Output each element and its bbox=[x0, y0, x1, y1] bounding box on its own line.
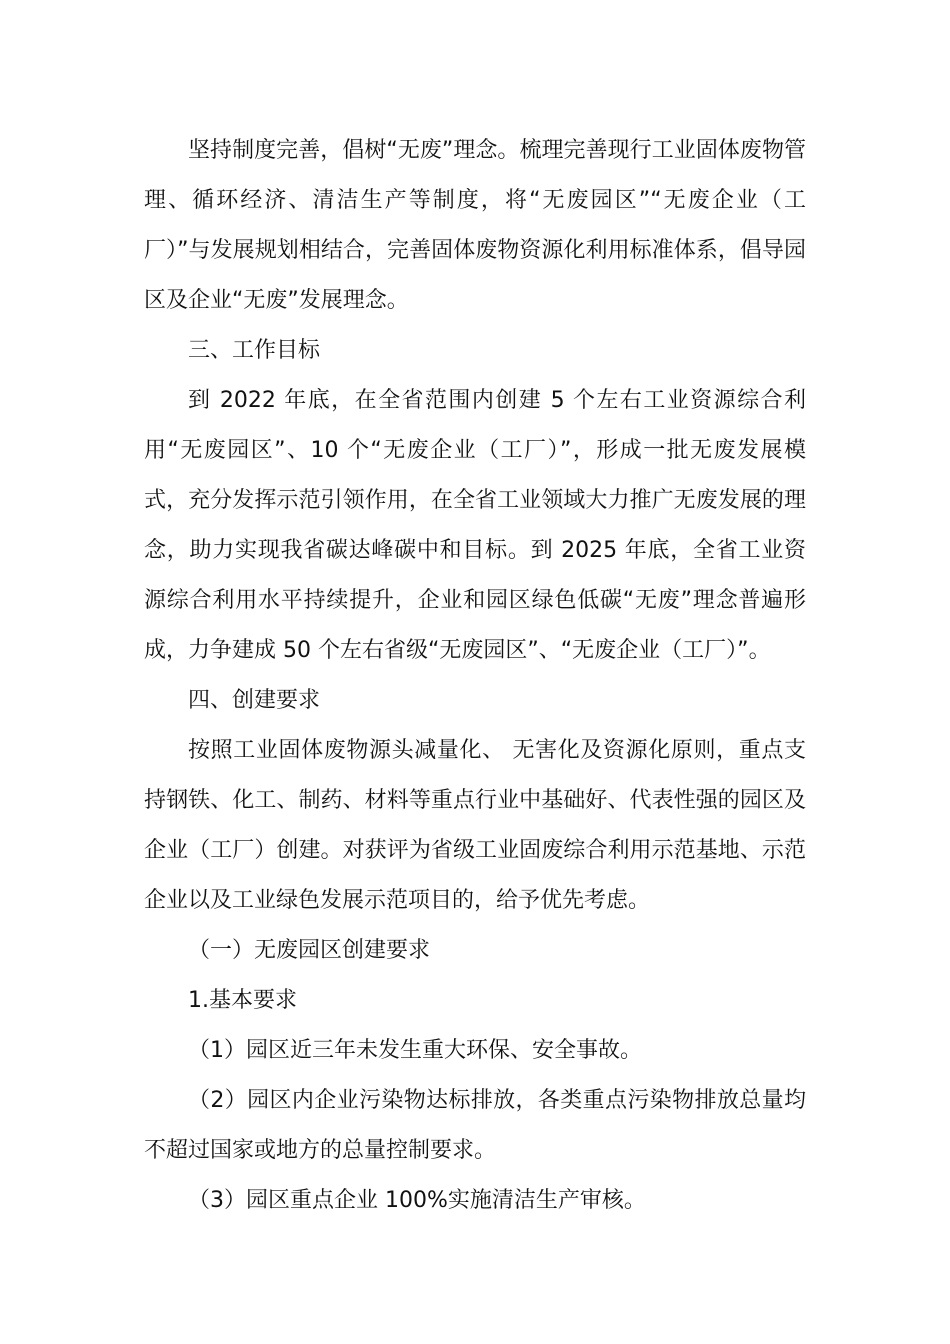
list-item-2: （2）园区内企业污染物达标排放，各类重点污染物排放总量均不超过国家或地方的总量控制要求。 bbox=[144, 1088, 806, 1163]
heading-work-goals: 三、工作目标 bbox=[188, 338, 321, 363]
paragraph-requirements: 按照工业固体废物源头减量化、 无害化及资源化原则，重点支持钢铁、化工、制药、材料等重点行业中基础好、代表性强的园区及企业（工厂）创建。对获评为省级工业固废综合利用示范基地、示范企业以及工业绿色发展示范项目的，给予优先考虑。 bbox=[144, 738, 806, 913]
heading-creation-requirements: 四、创建要求 bbox=[188, 688, 321, 713]
paragraph-principle: 坚持制度完善，倡树“无废”理念。梳理完善现行工业固体废物管理、循环经济、清洁生产等制度，将“无废园区”“无废企业（工厂）”与发展规划相结合，完善固体废物资源化利用标准体系，倡导园区及企业“无废”发展理念。 bbox=[144, 138, 806, 313]
subheading-basic-requirements: 1.基本要求 bbox=[188, 988, 297, 1013]
list-item-3: （3）园区重点企业 100%实施清洁生产审核。 bbox=[188, 1188, 646, 1213]
paragraph-goals: 到 2022 年底，在全省范围内创建 5 个左右工业资源综合利用“无废园区”、10 个“无废企业（工厂）”，形成一批无废发展模式，充分发挥示范引领作用，在全省工业领域大力推广无废发展的理念，助力实现我省碳达峰碳中和目标。到 2025 年底，全省工业资源综合利用水平持续提升，企业和园区绿色低碳“无废”理念普遍形成，力争建成 50 个左右省级“无废园区”、“无废企业（工厂）”。 bbox=[144, 388, 806, 663]
subheading-park-requirements: （一）无废园区创建要求 bbox=[188, 938, 431, 963]
document-body bbox=[144, 126, 806, 1226]
list-item-1: （1）园区近三年未发生重大环保、安全事故。 bbox=[188, 1038, 642, 1063]
